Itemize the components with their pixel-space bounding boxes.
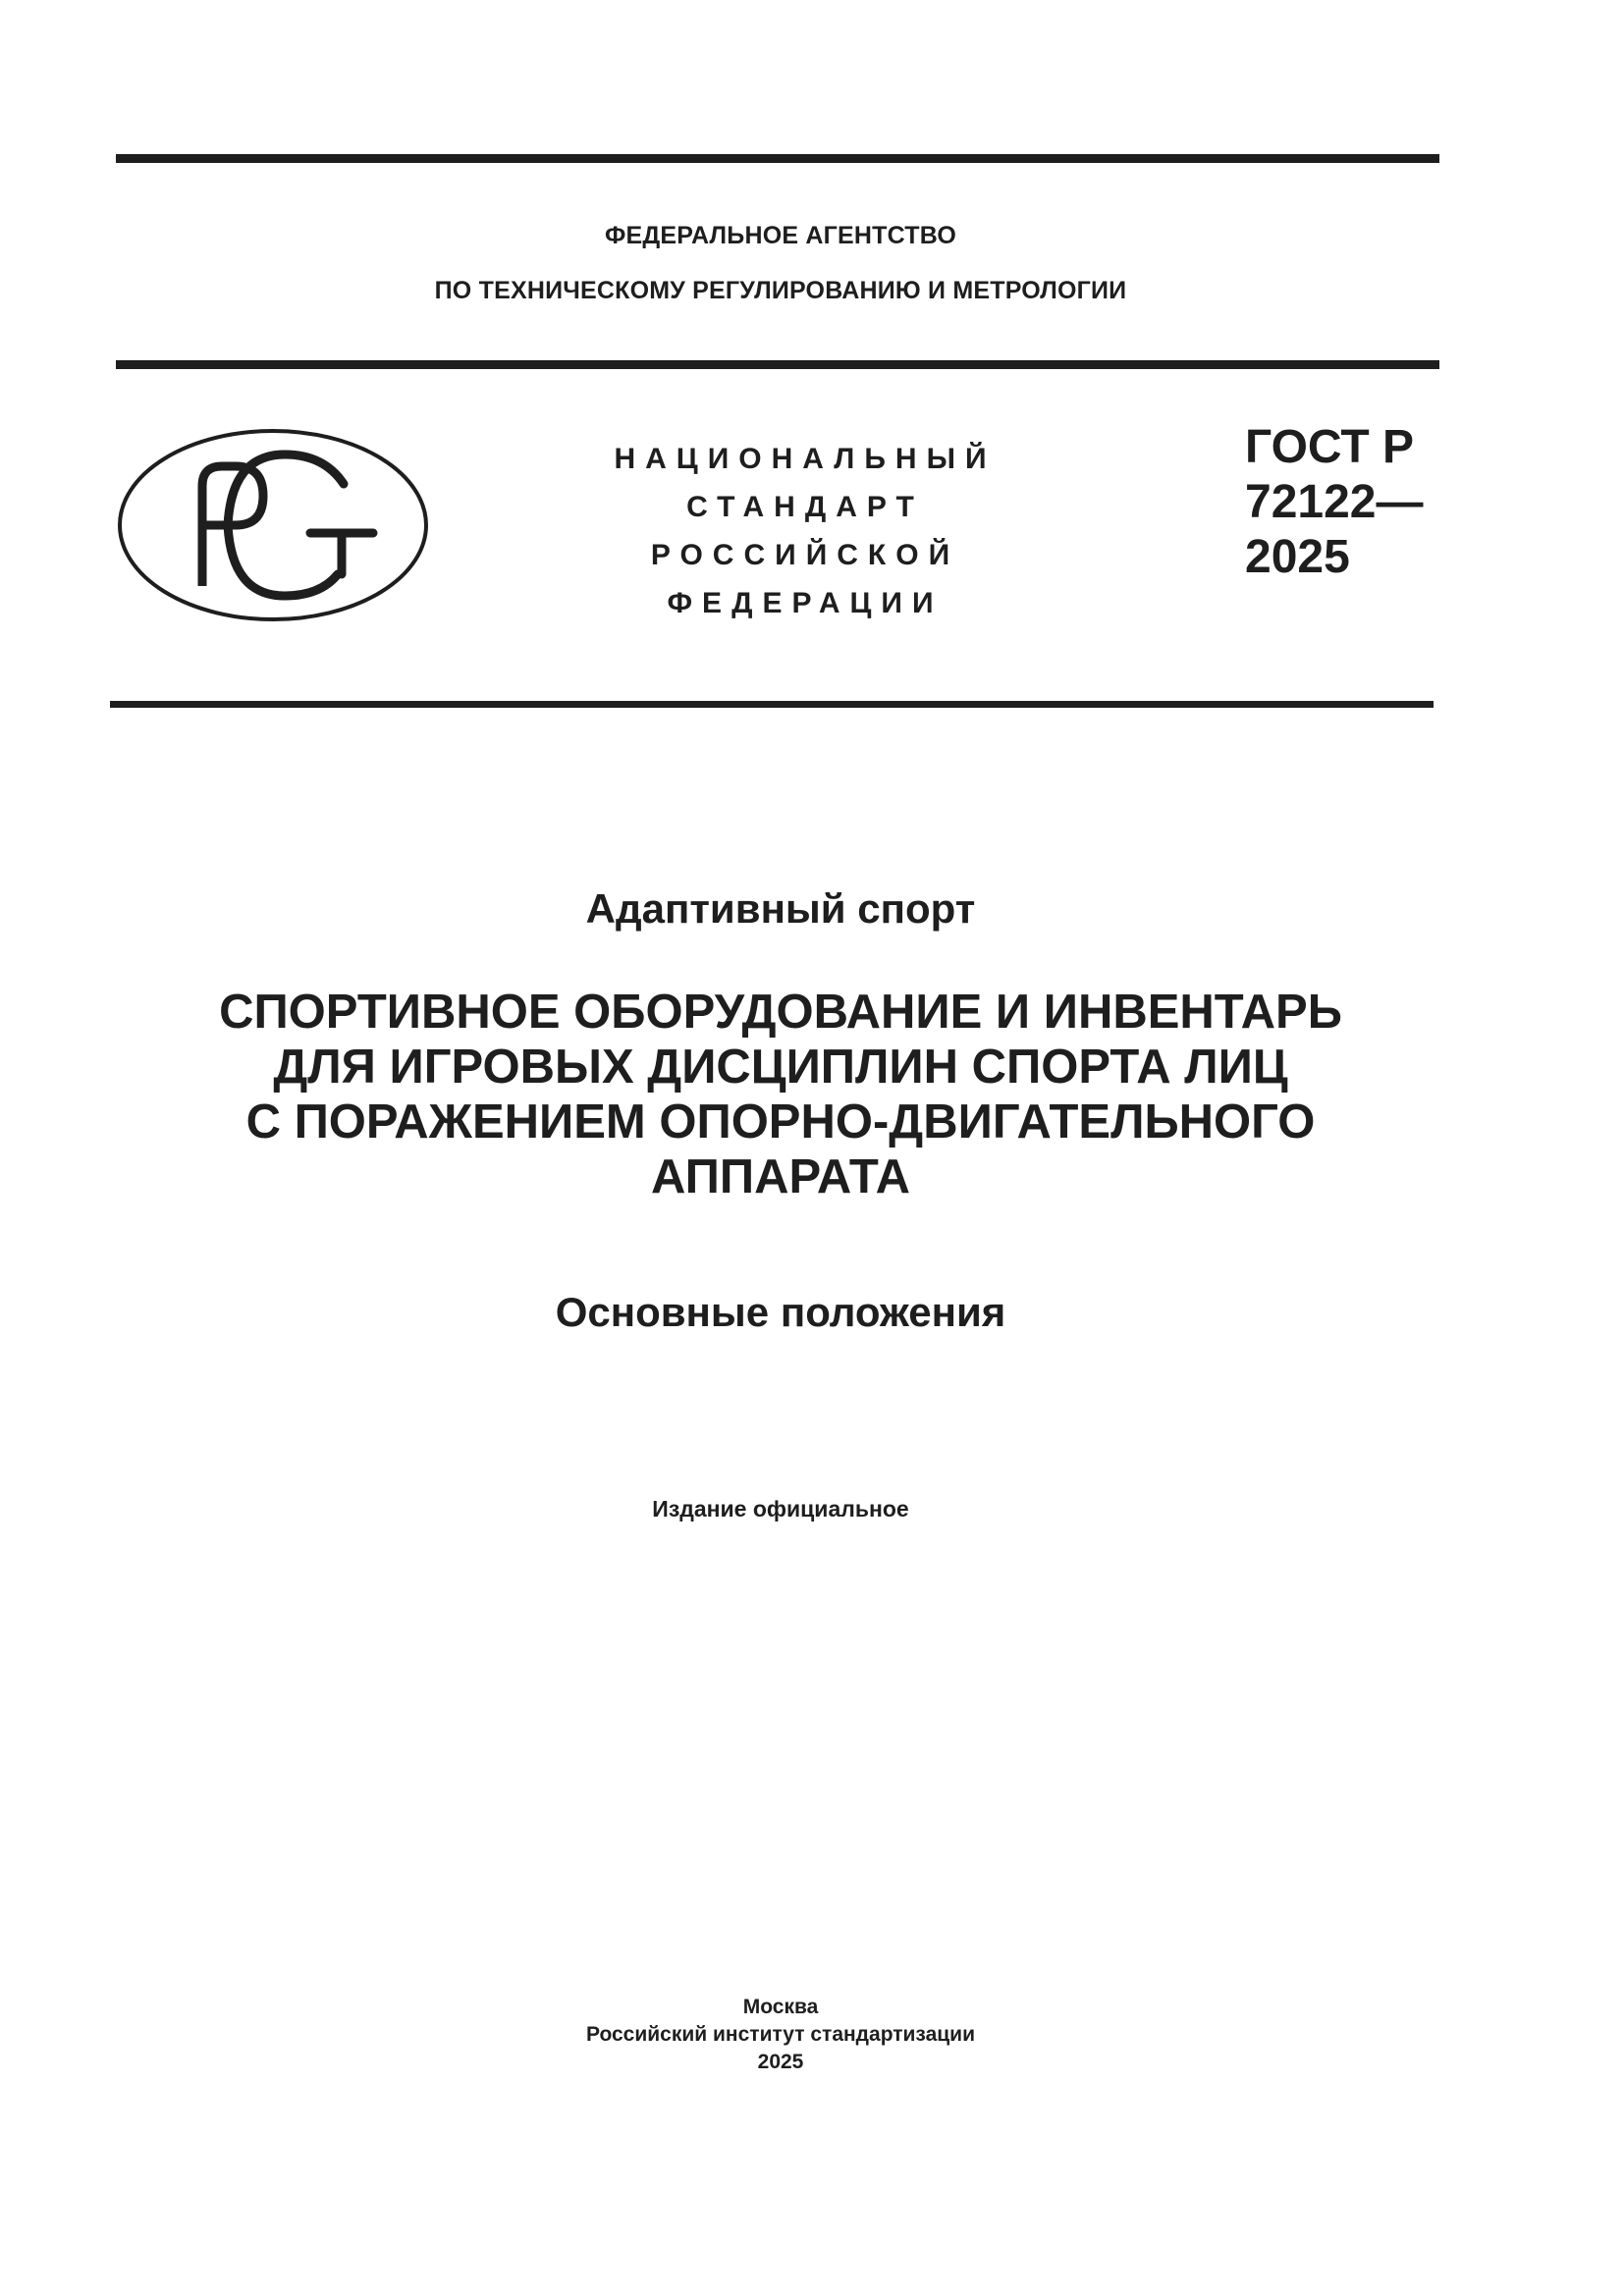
top-rule	[116, 154, 1439, 163]
agency-line-1: ФЕДЕРАЛЬНОЕ АГЕНТСТВО	[605, 222, 956, 249]
header-bottom-rule	[110, 701, 1434, 708]
standard-type-line: НАЦИОНАЛЬНЫЙ	[614, 443, 997, 475]
standard-type-line: ФЕДЕРАЦИИ	[667, 587, 944, 619]
title-line: СПОРТИВНОЕ ОБОРУДОВАНИЕ И ИНВЕНТАРЬ	[219, 986, 1342, 1039]
designation-line: ГОСТ Р	[1245, 421, 1415, 473]
standard-type	[550, 435, 1060, 627]
designation-line: 2025	[1245, 531, 1350, 583]
designation-line: 72122—	[1245, 476, 1424, 528]
edition-note: Издание официальное	[652, 1496, 909, 1522]
document-title	[0, 985, 1561, 1204]
document-subtitle: Основные положения	[555, 1289, 1006, 1335]
imprint-year: 2025	[757, 2051, 804, 2073]
rst-logo-svg	[116, 427, 430, 623]
standard-type-line: СТАНДАРТ	[686, 491, 924, 523]
document-subject: Адаптивный спорт	[585, 885, 976, 932]
title-line: АППАРАТА	[650, 1150, 911, 1203]
imprint-publisher: Российский институт стандартизации	[585, 2023, 976, 2046]
standard-designation	[1245, 420, 1423, 585]
title-line: С ПОРАЖЕНИЕМ ОПОРНО-ДВИГАТЕЛЬНОГО	[245, 1095, 1316, 1148]
header-rule	[116, 360, 1439, 369]
standard-type-line: РОССИЙСКОЙ	[650, 539, 960, 571]
agency-line-2: ПО ТЕХНИЧЕСКОМУ РЕГУЛИРОВАНИЮ И МЕТРОЛОГИИ	[434, 277, 1127, 304]
rst-logo	[116, 427, 430, 623]
title-line: ДЛЯ ИГРОВЫХ ДИСЦИПЛИН СПОРТА ЛИЦ	[273, 1041, 1288, 1094]
imprint-city: Москва	[742, 1996, 819, 2018]
imprint	[0, 1994, 1561, 2076]
